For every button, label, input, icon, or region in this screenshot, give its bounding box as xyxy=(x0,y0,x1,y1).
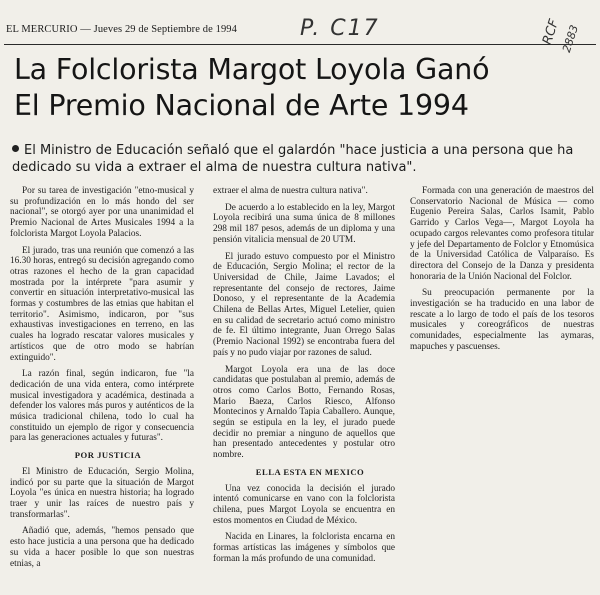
paragraph: Nacida en Linares, la folclorista encarna en formas artísticas las imágenes y símbolos que forman la más profundo de una comunidad. xyxy=(213,532,395,564)
paragraph: extraer el alma de nuestra cultura nativa". xyxy=(213,186,368,196)
paragraph: Por su tarea de investigación "etno-musical y su profundización en lo más hondo del ser nacional", se otorgó ayer por una unanimidad el Premio Nacional de Artes Musicales 1994 a la folclorista Margot Loyola Palacios. xyxy=(10,186,194,239)
headline-line-1: La Folclorista Margot Loyola Ganó xyxy=(14,53,490,86)
paragraph: Una vez conocida la decisión el jurado intentó comunicarse en vano con la folclorista chilena, pues Margot Loyola se encuentra en estos momentos en Ciudad de México. xyxy=(213,483,395,526)
paragraph: Su preocupación permanente por la investigación se ha traducido en una labor de rescate a lo largo de todo el país de los tesoros musicales y coreográficos de nuestras comunidades, especialmente las aymaras, mapuches y pascuenses. xyxy=(410,288,594,352)
paragraph: Margot Loyola era una de las doce candidatas que postulaban al premio, además de otros como Carlos Botto, Fernando Rosas, Mario Baeza, Carlos Riesco, Alfonso Montecinos y Arnaldo Tapia Caballero. Aunque, según se estipula en la ley, el jurado puede decidir no premiar a ninguno de aquellos que han presentado antecedentes y postular otro nombre. xyxy=(213,364,395,461)
column-2 xyxy=(213,186,395,571)
dateline: EL MERCURIO — Jueves 29 de Septiembre de 1994 xyxy=(6,24,237,35)
paragraph: El jurado, tras una reunión que comenzó a las 16.30 horas, entregó su decisión agregando como otras razones el hecho de la gran capacidad mostrada por la intérprete "para asumir y convertir en situación interpretativo-musical las formas y costumbres de las etnias que habitan el territorio". Asimismo, indicaron, por "sus exhaustivas investigaciones en terreno, en las cuales ha logrado rescatar valores musicales y artísticos que de otro modo se habrían extinguido". xyxy=(10,245,194,363)
paragraph: La razón final, según indicaron, fue "la dedicación de una vida entera, como intérprete musical investigadora y académica, destinada a defender los valores más puros y auténticos de la música tradicional chilena, todo lo cual ha constituido un ejemplo de rigor y consecuencia para las generaciones actuales y futuras". xyxy=(10,369,194,444)
handwritten-initials: RCF xyxy=(540,17,563,47)
handwritten-page-code: P. C17 xyxy=(300,16,380,41)
subhead: POR JUSTICIA xyxy=(74,450,142,461)
deck xyxy=(12,142,590,176)
paragraph: Formada con una generación de maestros del Conservatorio Nacional de Música — como Eugenio Pereira Salas, Carlos Isamit, Pablo Garrido y Carlos Vega—, Margot Loyola ha ocupado cargos relevantes como profesora titular y jefe del Departamento de Folclor y Etnomúsica de la Universidad Católica de Valparaíso. Es directora del Consejo de la Danza y presidenta honoraria de la Unión Nacional del Folclor. xyxy=(410,186,594,282)
subhead: ELLA ESTA EN MEXICO xyxy=(255,466,365,477)
paragraph: De acuerdo a lo establecido en la ley, Margot Loyola recibirá una suma única de 8 millones 298 mil 187 pesos, además de un diploma y una pensión vitalicia mensual de 20 UTM. xyxy=(213,202,395,245)
column-3 xyxy=(410,186,594,359)
headline-line-2: El Premio Nacional de Arte 1994 xyxy=(14,89,469,122)
paragraph: El jurado estuvo compuesto por el Ministro de Educación, Sergio Molina; el rector de la Universidad de Chile, Jaime Lavados; el representante del consejo de rectores, Jaime Donoso, y el representante de la Academia Chilena de Bellas Artes, Miguel Letelier, quien en su calidad de secretario actuó como ministro de fe. El último integrante, Juan Orrego Salas (Premio Nacional 1992) se encontraba fuera del país y no pudo viajar por razones de salud. xyxy=(213,251,395,358)
paragraph: El Ministro de Educación, Sergio Molina, indicó por su parte que la situación de Margot Loyola "es única en nuestra historia; ha logrado traer y unir las raíces de nuestro país y transformarlas". xyxy=(10,466,194,520)
deck-text: El Ministro de Educación señaló que el galardón "hace justicia a una persona que ha dedicado su vida a extraer el alma de nuestra cultura nativa". xyxy=(12,143,574,175)
handwritten-number: 2883 xyxy=(560,23,582,55)
paragraph: Añadió que, además, "hemos pensado que esto hace justicia a una persona que ha dedicado su vida a hacer posible lo que son nuestras etnias, a xyxy=(10,526,194,569)
top-rule xyxy=(4,44,596,45)
headline xyxy=(14,52,594,124)
bullet-icon xyxy=(12,145,19,152)
column-1 xyxy=(10,186,194,575)
